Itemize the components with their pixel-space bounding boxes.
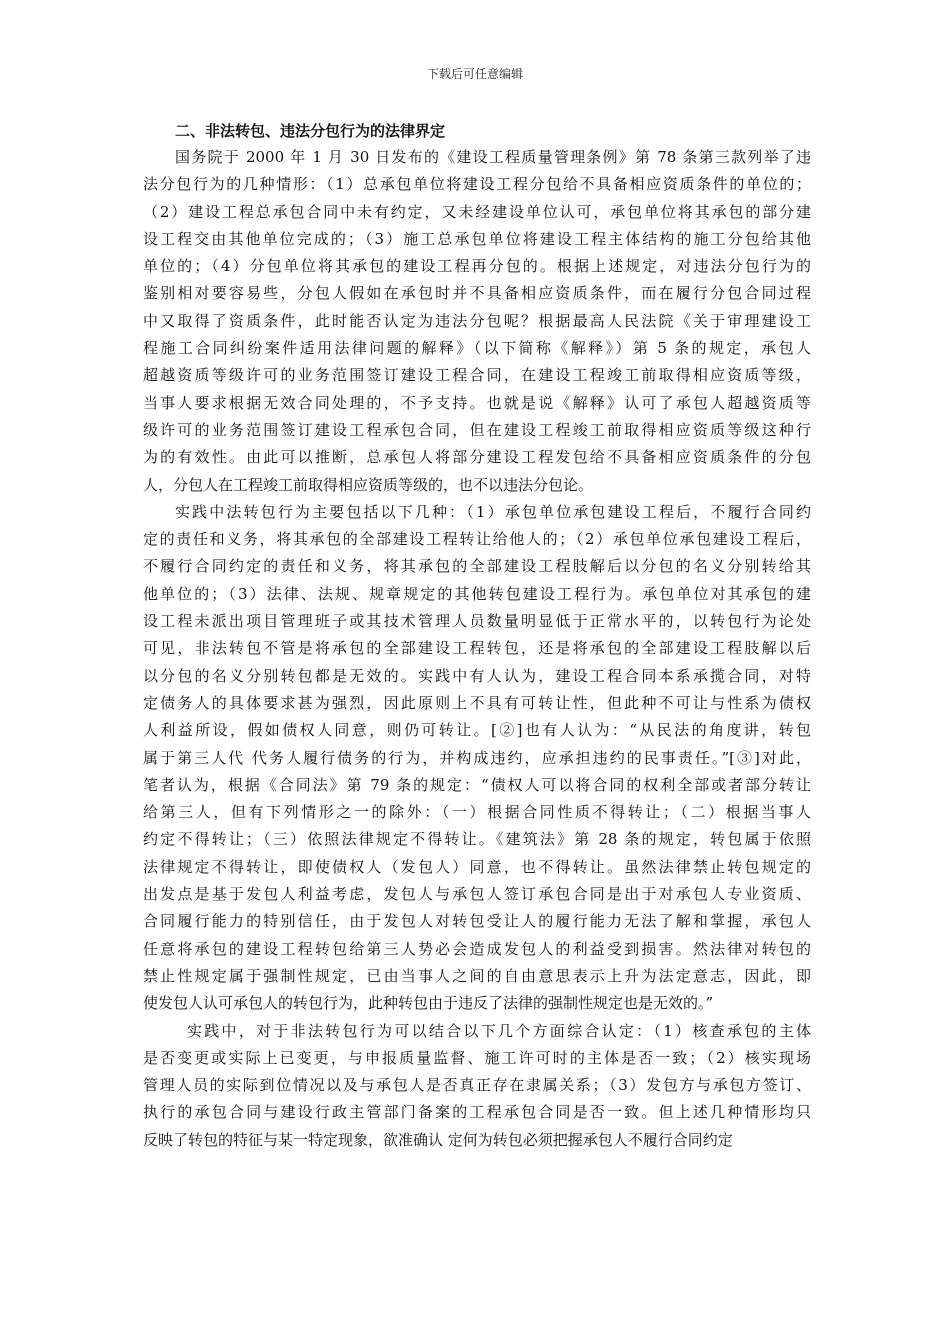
text-line: 人利益所设，假如债权人同意，则仍可转让。[②]也有人认为：“从民法的角度讲，转包 (143, 721, 811, 740)
text-line: 以分包的名义分别转包都是无效的。实践中有人认为，建设工程合同本系承揽合同，对特 (143, 666, 811, 685)
text-line: 当事人要求根据无效合同处理的，不予支持。也就是说《解释》认可了承包人超越资质等 (143, 393, 811, 412)
text-line: 级许可的业务范围签订建设工程承包合同，但在建设工程竣工前取得相应资质等级这种行 (143, 420, 811, 439)
text-line: 出发点是基于发包人利益考虑，发包人与承包人签订承包合同是出于对承包人专业资质、 (143, 885, 811, 904)
text-line: 反映了转包的特征与某一特定现象，欲准确认 定何为转包必须把握承包人不履行合同约定 (143, 1130, 733, 1149)
text-line: 定的责任和义务，将其承包的全部建设工程转让给他人的；（2）承包单位承包建设工程后， (143, 530, 811, 549)
text-line: 约定不得转让；（三）依照法律规定不得转让。《建筑法》第 28 条的规定，转包属于依照 (143, 830, 811, 849)
text-line: 程施工合同纠纷案件适用法律问题的解释》（以下简称《解释》）第 5 条的规定，承包人 (143, 339, 811, 358)
section-heading: 二、非法转包、违法分包行为的法律界定 (175, 122, 446, 140)
paragraph-3 (143, 1018, 811, 1154)
text-line: 任意将承包的建设工程转包给第三人势必会造成发包人的利益受到损害。然法律对转包的 (143, 939, 811, 958)
text-line: 使发包人认可承包人的转包行为，此种转包由于违反了法律的强制性规定也是无效的。” (143, 994, 714, 1013)
text-line: 设工程交由其他单位完成的；（3）施工总承包单位将建设工程主体结构的施工分包给其他 (143, 229, 811, 248)
text-line: 人，分包人在工程竣工前取得相应资质等级的，也不以违法分包论。 (143, 475, 594, 494)
paragraph-1 (143, 144, 811, 499)
text-line: 超越资质等级许可的业务范围签订建设工程合同，在建设工程竣工前取得相应资质等级， (143, 366, 811, 385)
text-line: 合同履行能力的特别信任，由于发包人对转包受让人的履行能力无法了解和掌握，承包人 (143, 912, 811, 931)
text-line: 属于第三人代 代务人履行债务的行为，并构成违约，应承担违约的民事责任。”[③]对此， (143, 748, 811, 767)
text-line: 管理人员的实际到位情况以及与承包人是否真正存在隶属关系；（3）发包方与承包方签订、 (143, 1076, 811, 1095)
text-line: 法分包行为的几种情形：（1）总承包单位将建设工程分包给不具备相应资质条件的单位的； (143, 175, 811, 194)
text-line: 禁止性规定属于强制性规定，已由当事人之间的自由意思表示上升为法定意志，因此，即 (143, 966, 811, 985)
page-header: 下载后可任意编辑 (426, 67, 523, 81)
text-line: 设工程未派出项目管理班子或其技术管理人员数量明显低于正常水平的，以转包行为论处 (143, 612, 811, 631)
document-body (143, 118, 811, 1154)
text-line: 他单位的；（3）法律、法规、规章规定的其他转包建设工程行为。承包单位对其承包的建 (143, 584, 811, 603)
text-line: 定债务人的具体要求甚为强烈，因此原则上不具有可转让性，但此种不可让与性系为债权 (143, 693, 811, 712)
text-line: 鉴别相对要容易些，分包人假如在承包时并不具备相应资质条件，而在履行分包合同过程 (143, 284, 811, 303)
text-line: 执行的承包合同与建设行政主管部门备案的工程承包合同是否一致。但上述几种情形均只 (143, 1103, 811, 1122)
text-line: 为的有效性。由此可以推断，总承包人将部分建设工程发包给不具备相应资质条件的分包 (143, 448, 811, 467)
text-line: 实践中，对于非法转包行为可以结合以下几个方面综合认定：（1）核查承包的主体 (187, 1021, 811, 1040)
text-line: 国务院于 2000 年 1 月 30 日发布的《建设工程质量管理条例》第 78 条第三款列举了违 (175, 148, 811, 166)
text-line: 给第三人，但有下列情形之一的除外：（一）根据合同性质不得转让；（二）根据当事人 (143, 803, 811, 822)
text-line: （2）建设工程总承包合同中未有约定，又未经建设单位认可，承包单位将其承包的部分建 (143, 202, 811, 221)
text-line: 法律规定不得转让，即使债权人（发包人）同意，也不得转让。虽然法律禁止转包规定的 (143, 857, 811, 876)
text-line: 中又取得了资质条件，此时能否认定为违法分包呢？根据最高人民法院《关于审理建设工 (143, 311, 811, 330)
text-line: 不履行合同约定的责任和义务，将其承包的全部建设工程肢解后以分包的名义分别转给其 (143, 557, 811, 576)
text-line: 可见，非法转包不管是将承包的全部建设工程转包，还是将承包的全部建设工程肢解以后 (143, 639, 811, 658)
text-line: 单位的；（4）分包单位将其承包的建设工程再分包的。根据上述规定，对违法分包行为的 (143, 257, 811, 276)
paragraph-2 (143, 499, 811, 1018)
text-line: 是否变更或实际上已变更，与申报质量监督、施工许可时的主体是否一致；（2）核实现场 (143, 1048, 811, 1067)
text-line: 实践中法转包行为主要包括以下几种：（1）承包单位承包建设工程后，不履行合同约 (175, 502, 811, 521)
text-line: 笔者认为，根据《合同法》第 79 条的规定：“债权人可以将合同的权利全部或者部分转让 (143, 775, 811, 794)
